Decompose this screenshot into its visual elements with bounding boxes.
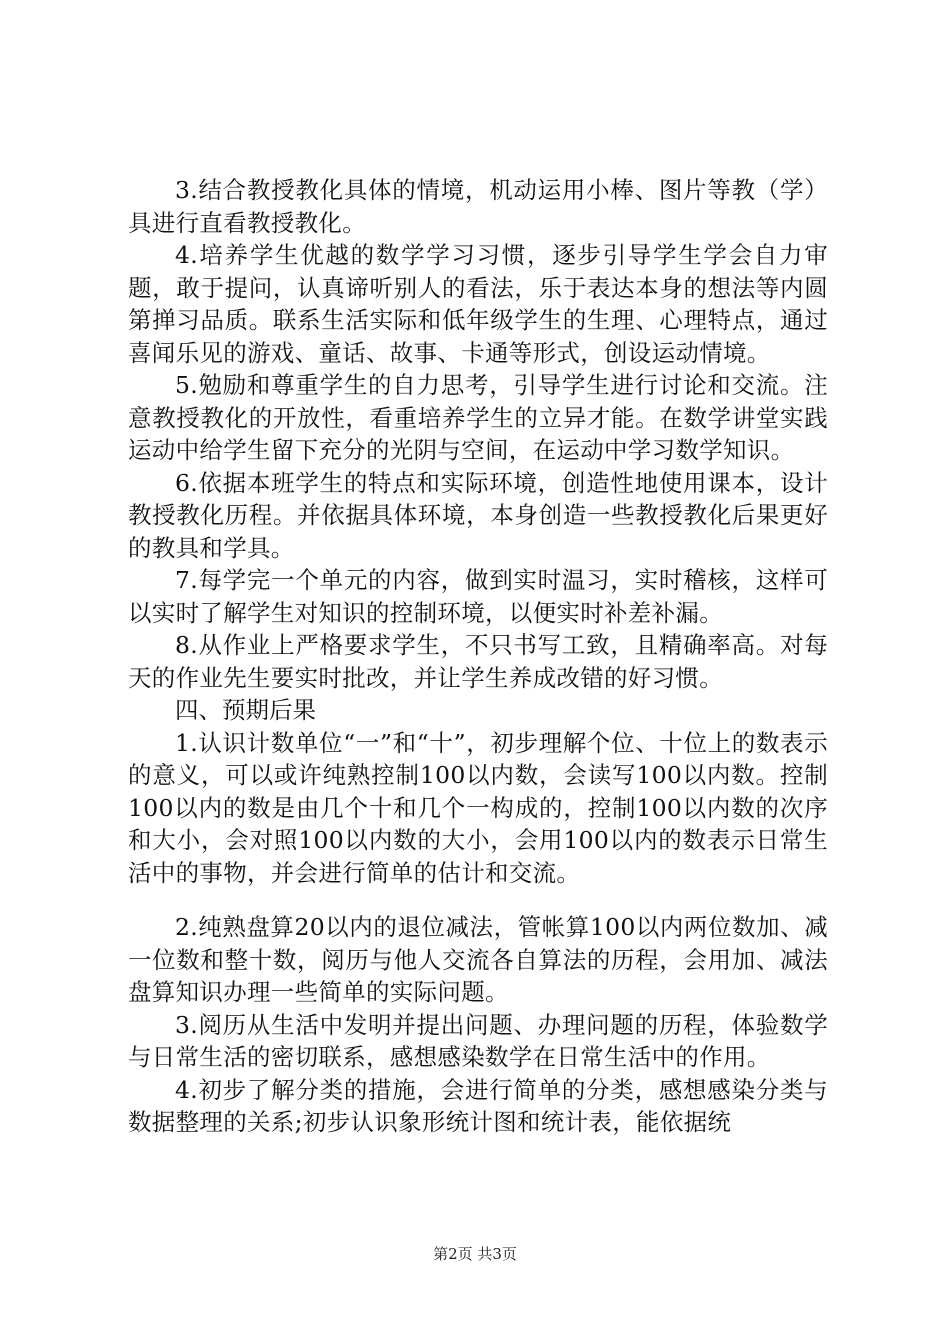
- paragraph-item-3: 3.结合教授教化具体的情境，机动运用小棒、图片等教（学）具进行直看教授教化。: [128, 176, 828, 237]
- outcome-paragraph-4: 4.初步了解分类的措施，会进行简单的分类，感想感染分类与数据整理的关系;初步认识象形统计图和统计表，能依据统: [128, 1075, 828, 1136]
- outcome-paragraph-2: 2.纯熟盘算20以内的退位减法，管帐算100以内两位数加、减一位数和整十数，阅历与他人交流各自算法的历程，会用加、减法盘算知识办理一些简单的实际问题。: [128, 913, 828, 1006]
- document-body: [128, 174, 828, 1139]
- paragraph-item-7: 7.每学完一个单元的内容，做到实时温习，实时稽核，这样可以实时了解学生对知识的控制环境，以便实时补差补漏。: [128, 566, 828, 627]
- paragraph-item-8: 8.从作业上严格要求学生，不只书写工致，且精确率高。对每天的作业先生要实时批改，并让学生养成改错的好习惯。: [128, 631, 828, 692]
- paragraph-gap: [128, 889, 828, 911]
- paragraph-item-4: 4.培养学生优越的数学学习习惯，逐步引导学生学会自力审题，敢于提问，认真谛听别人的看法，乐于表达本身的想法等内圆第掸习品质。联系生活实际和低年级学生的生理、心理特点，通过喜闻乐见的游戏、童话、故事、卡通等形式，创设运动情境。: [128, 241, 828, 367]
- section-heading: 四、预期后果: [175, 696, 316, 724]
- paragraph-item-5: 5.勉励和尊重学生的自力思考，引导学生进行讨论和交流。注意教授教化的开放性，看重培养学生的立异才能。在数学讲堂实践运动中给学生留下充分的光阴与空间，在运动中学习数学知识。: [128, 371, 828, 464]
- page-number-footer: 第2页 共3页: [433, 1245, 517, 1263]
- paragraph-item-6: 6.依据本班学生的特点和实际环境，创造性地使用课本，设计教授教化历程。并依据具体环境，本身创造一些教授教化后果更好的教具和学具。: [128, 468, 828, 562]
- outcome-paragraph-3: 3.阅历从生活中发明并提出问题、办理问题的历程，体验数学与日常生活的密切联系，感想感染数学在日常生活中的作用。: [128, 1010, 828, 1071]
- outcome-paragraph-1: 1.认识计数单位“一”和“十”，初步理解个位、十位上的数表示的意义，可以或许纯熟控制100以内数，会读写100以内数。控制100以内的数是由几个十和几个一构成的，控制100以内数的次序和大小，会对照100以内数的大小，会用100以内的数表示日常生活中的事物，并会进行简单的估计和交流。: [128, 728, 828, 887]
